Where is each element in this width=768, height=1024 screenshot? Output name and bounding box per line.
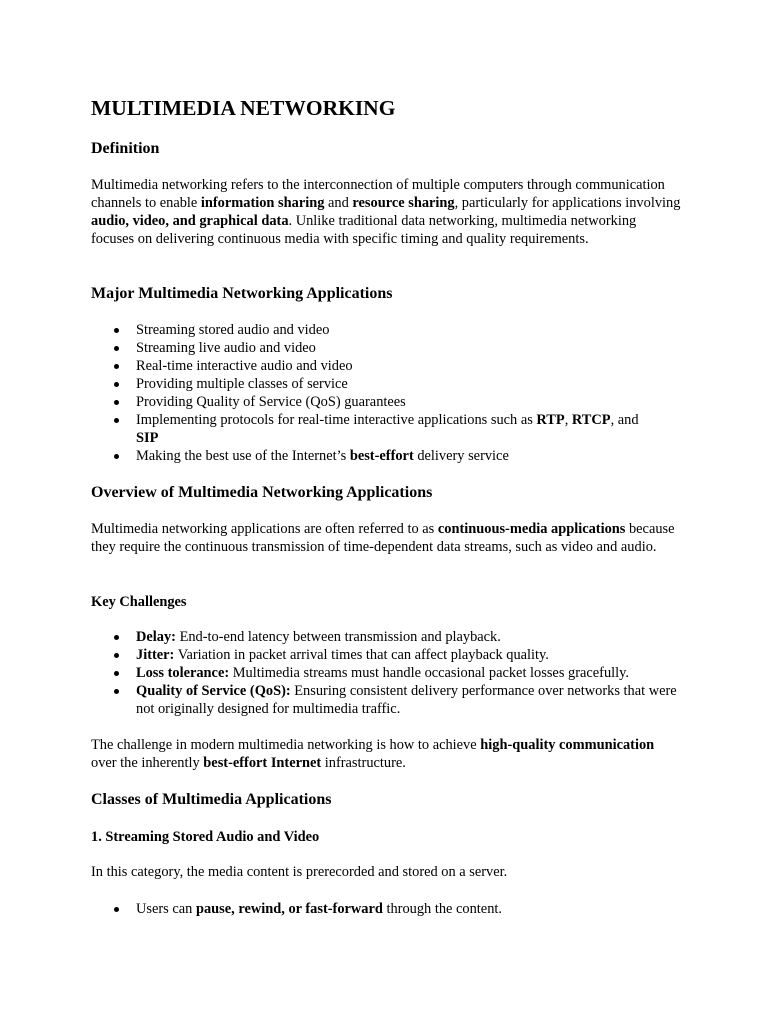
- overview-heading: Overview of Multimedia Networking Applications: [91, 484, 433, 501]
- classes-heading: Classes of Multimedia Applications: [91, 791, 332, 808]
- list-item: Real-time interactive audio and video: [91, 357, 681, 375]
- definition-paragraph: Multimedia networking refers to the interconnection of multiple computers through communication channels to enable information sharing and resource sharing, particularly for applications involving audio, video, and graphical data. Unlike traditional data networking, multimedia networking focuses on delivering continuous media with specific timing and quality requirements.: [91, 177, 681, 247]
- list-item: Implementing protocols for real-time interactive applications such as RTP, RTCP, and SIP: [91, 411, 681, 447]
- definition-heading: Definition: [91, 140, 160, 157]
- applications-list: [91, 321, 681, 465]
- list-item: Making the best use of the Internet’s best-effort delivery service: [91, 447, 681, 465]
- key-challenges-heading: Key Challenges: [91, 594, 187, 610]
- list-item: Providing multiple classes of service: [91, 375, 681, 393]
- overview-paragraph: Multimedia networking applications are often referred to as continuous-media applications because they require the continuous transmission of time-dependent data streams, such as video and audio.: [91, 521, 675, 555]
- applications-heading: Major Multimedia Networking Applications: [91, 285, 393, 302]
- list-item: Streaming stored audio and video: [91, 321, 681, 339]
- streaming-stored-subheading: 1. Streaming Stored Audio and Video: [91, 829, 320, 845]
- challenge-summary-paragraph: The challenge in modern multimedia networking is how to achieve high-quality communication over the inherently best-effort Internet infrastructure.: [91, 737, 655, 771]
- challenges-list: [91, 628, 681, 718]
- document-title: MULTIMEDIA NETWORKING: [91, 96, 396, 120]
- list-item: Delay: End-to-end latency between transmission and playback.: [91, 628, 681, 646]
- list-item: Loss tolerance: Multimedia streams must handle occasional packet losses gracefully.: [91, 664, 681, 682]
- list-item: Users can pause, rewind, or fast-forward through the content.: [91, 900, 681, 918]
- streaming-stored-list: [91, 900, 681, 918]
- list-item: Streaming live audio and video: [91, 339, 681, 357]
- list-item: Quality of Service (QoS): Ensuring consistent delivery performance over networks that were not originally designed for multimedia traffic.: [91, 682, 681, 718]
- list-item: Providing Quality of Service (QoS) guarantees: [91, 393, 681, 411]
- streaming-stored-paragraph: In this category, the media content is prerecorded and stored on a server.: [91, 864, 508, 880]
- list-item: Jitter: Variation in packet arrival times that can affect playback quality.: [91, 646, 681, 664]
